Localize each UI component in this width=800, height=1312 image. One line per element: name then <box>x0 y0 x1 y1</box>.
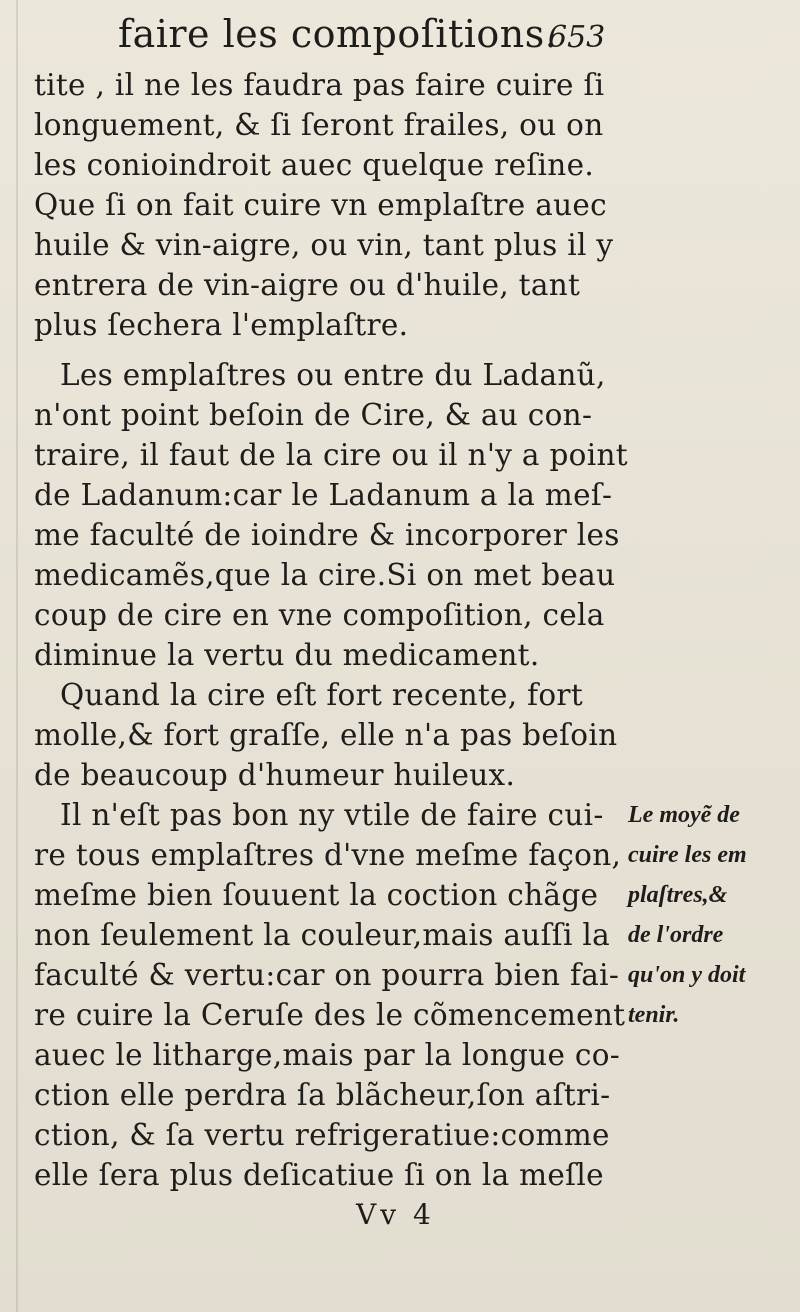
text-line: Les emplaſtres ou entre du Ladanũ, <box>60 358 606 392</box>
marginal-note-line: Le moyẽ de <box>628 802 740 828</box>
text-line: ction, & ſa vertu refrigeratiue:comme <box>34 1118 610 1152</box>
page-header <box>0 6 800 62</box>
marginal-note-line: tenir. <box>628 1002 680 1028</box>
text-line: longuement, & ſi ſeront frailes, ou on <box>34 108 604 142</box>
text-line: re tous emplaſtres d'vne meſme façon, <box>34 838 622 872</box>
text-line: diminue la vertu du medicament. <box>34 638 540 672</box>
page-number: 653 <box>548 20 606 55</box>
text-line: non ſeulement la couleur,mais auſſi la <box>34 918 611 952</box>
text-line: n'ont point beſoin de Cire, & au con- <box>34 398 593 432</box>
text-line: traire, il faut de la cire ou il n'y a point <box>34 438 628 472</box>
text-line: plus ſechera l'emplaſtre. <box>34 308 409 342</box>
text-line: huile & vin-aigre, ou vin, tant plus il y <box>34 228 614 262</box>
marginal-note-line: de l'ordre <box>628 922 724 948</box>
text-line: Quand la cire eſt fort recente, fort <box>60 678 583 712</box>
text-line: de Ladanum:car le Ladanum a la meſ- <box>34 478 613 512</box>
text-line: tite , il ne les faudra pas faire cuire ſi <box>34 68 605 102</box>
text-line: entrera de vin-aigre ou d'huile, tant <box>34 268 581 302</box>
page-edge-shadow <box>16 0 18 1312</box>
signature-mark: Vv 4 <box>356 1198 435 1231</box>
text-line: coup de cire en vne compoſition, cela <box>34 598 605 632</box>
text-line: re cuire la Ceruſe des le cõmencement <box>34 998 626 1032</box>
text-line: auec le litharge,mais par la longue co- <box>34 1038 621 1072</box>
marginal-note-line: plaſtres,& <box>628 882 728 908</box>
text-line: medicamẽs,que la cire.Si on met beau <box>34 558 616 592</box>
text-line: de beaucoup d'humeur huileux. <box>34 758 516 792</box>
text-line: les conioindroit auec quelque reſine. <box>34 148 595 182</box>
text-line: Que ſi on fait cuire vn emplaſtre auec <box>34 188 608 222</box>
text-line: molle,& fort graſſe, elle n'a pas beſoin <box>34 718 618 752</box>
text-line: elle ſera plus deſicatiue ſi on la meſle <box>34 1158 604 1192</box>
text-line: ction elle perdra ſa blãcheur,ſon aſtri- <box>34 1078 611 1112</box>
running-title: faire les compoſitions. <box>118 12 558 56</box>
text-line: meſme bien ſouuent la coction chãge <box>34 878 599 912</box>
text-line: Il n'eſt pas bon ny vtile de faire cui- <box>60 798 604 832</box>
marginal-note-line: cuire les em <box>628 842 747 868</box>
text-line: faculté & vertu:car on pourra bien fai- <box>34 958 620 992</box>
marginal-note-line: qu'on y doit <box>628 962 746 988</box>
text-line: me faculté de ioindre & incorporer les <box>34 518 620 552</box>
